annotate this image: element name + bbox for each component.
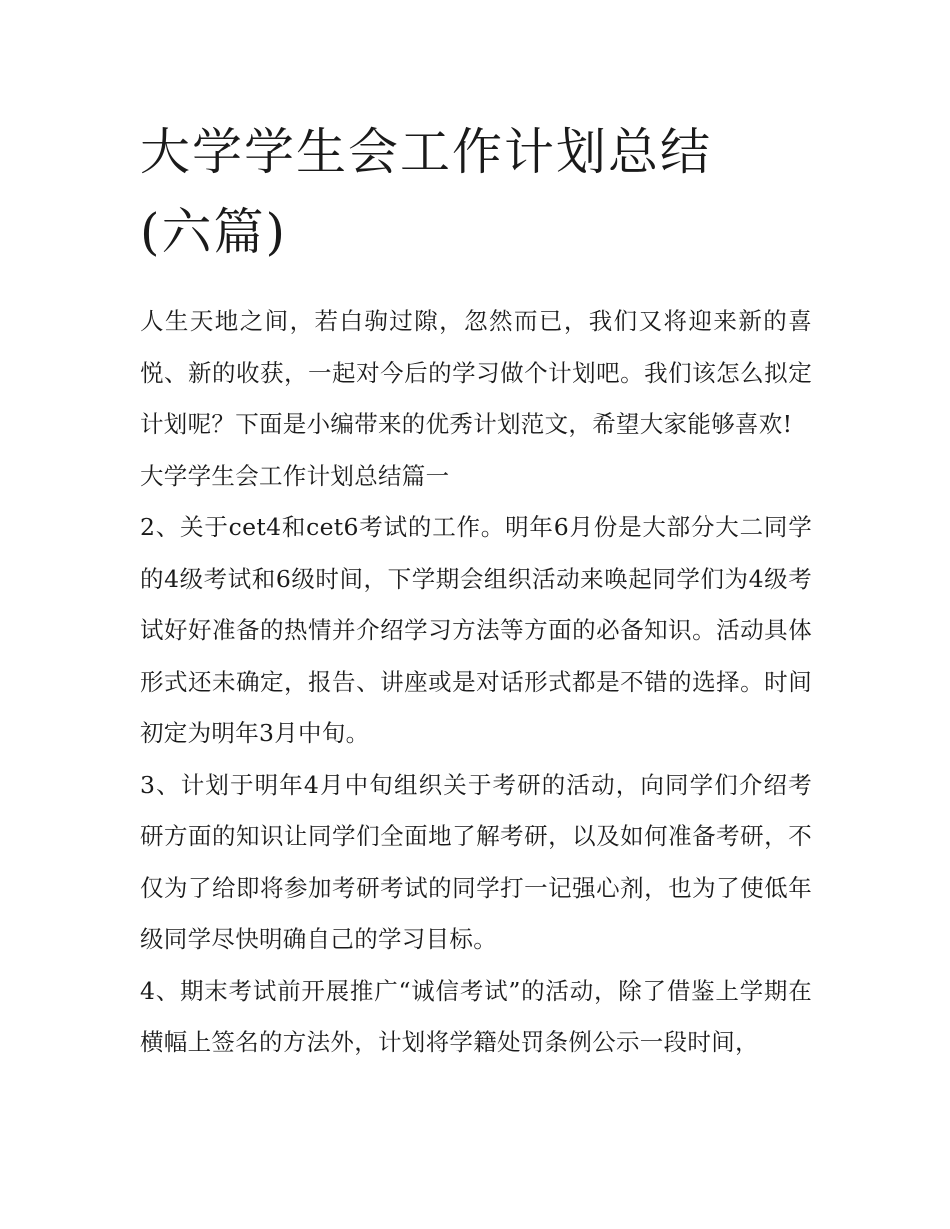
section-heading: 大学学生会工作计划总结篇一	[140, 461, 450, 490]
plan-item-4: 4、期末考试前开展推广“诚信考试”的活动，除了借鉴上学期在横幅上签名的方法外，计划将学籍处罚条例公示一段时间，	[140, 976, 812, 1056]
plan-item-3: 3、计划于明年4月中旬组织关于考研的活动，向同学们介绍考研方面的知识让同学们全面地了解考研，以及如何准备考研，不仅为了给即将参加考研考试的同学打一记强心剂，也为了使低年级同学尽快明确自己的学习目标。	[140, 770, 812, 953]
document-body	[140, 112, 812, 1069]
intro-paragraph: 人生天地之间，若白驹过隙，忽然而已，我们又将迎来新的喜悦、新的收获，一起对今后的学习做个计划吧。我们该怎么拟定计划呢？下面是小编带来的优秀计划范文，希望大家能够喜欢!	[140, 307, 812, 438]
document-title: 大学学生会工作计划总结(六篇)	[140, 123, 712, 261]
plan-item-2: 2、关于cet4和cet6考试的工作。明年6月份是大部分大二同学的4级考试和6级时间，下学期会组织活动来唤起同学们为4级考试好好准备的热情并介绍学习方法等方面的必备知识。活动具体形式还未确定，报告、讲座或是对话形式都是不错的选择。时间初定为明年3月中旬。	[140, 513, 812, 747]
